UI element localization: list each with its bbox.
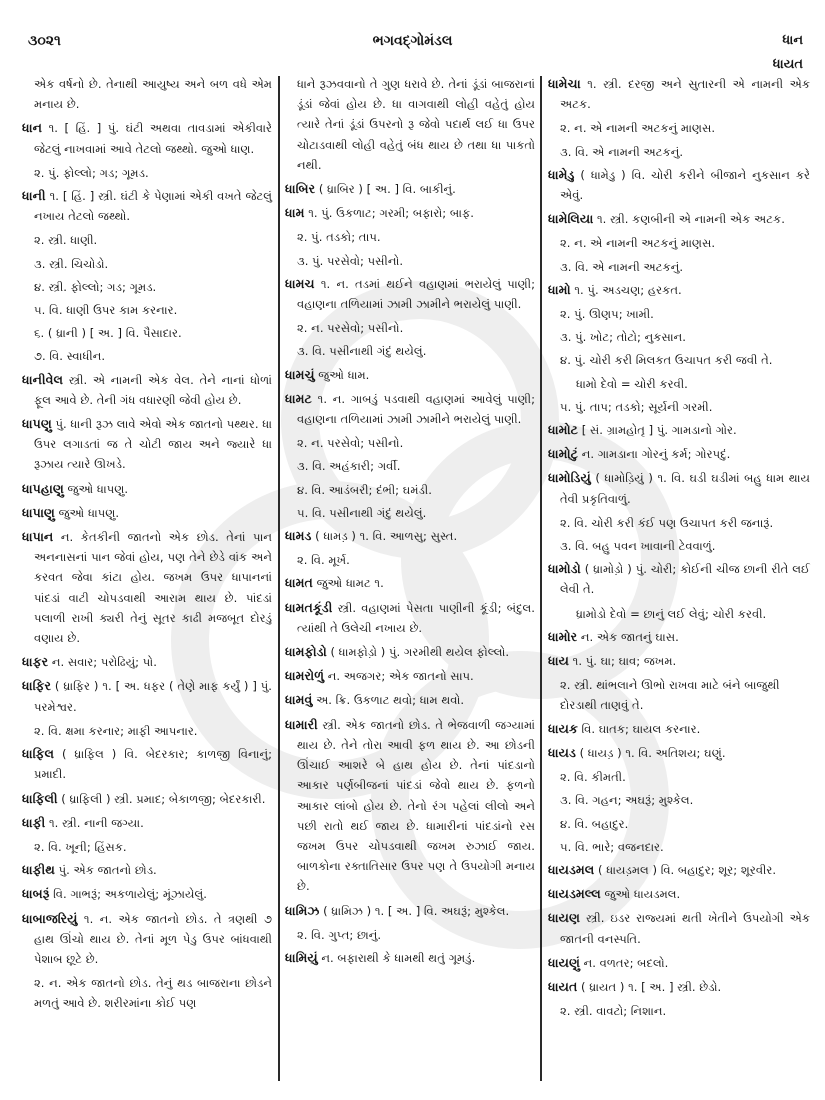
headword: ધાપાણુ — [22, 504, 55, 520]
definition: ન. કેતકીની જાતનો એક છોડ. તેનાં પાન અનનાસનાં પાન જેવાં હોય, પણ તેને છેડે વાંક અને કરવત જેવા કાંટા હોય. જખમ ઉપર ધાપાનનાં પાંદડાં વાટી ચોપડવાથી આરામ થાય છે. પાંદડાં પલાળી રાખી ક્યરી તેનું સૂતર કાઢી મજબૂત દોરડું વણાય છે. — [34, 530, 272, 646]
sense-definition: ૨. વિ. ક્ષમા કરનાર; માફી આપનાર. — [34, 723, 198, 738]
definition: ૧. સ્ત્રી. નાની જગ્યા. — [48, 815, 144, 830]
dictionary-entry — [285, 948, 535, 968]
headword: ધાફિલ — [22, 746, 55, 762]
dictionary-entry — [548, 719, 810, 739]
dictionary-entry — [285, 715, 535, 897]
dictionary-entry — [548, 468, 810, 508]
column-divider — [540, 76, 542, 1081]
definition: ન. સવાર; પરોઢિયું; પો. — [51, 655, 157, 670]
sense-definition: ૨. વિ. મૂર્ખ. — [297, 553, 350, 568]
dictionary-entry — [285, 274, 535, 314]
headword: ધામિઝ — [285, 902, 320, 918]
sense-definition: ૩. વિ. એ નામની અટકનું. — [560, 259, 684, 274]
definition: જુઓ ધામ. — [318, 367, 370, 382]
dictionary-entry — [285, 179, 535, 199]
headword: ધાયત — [548, 978, 578, 994]
sense-definition: ૨. વિ. ખૂની; હિંસક. — [34, 839, 127, 854]
headword: ધાયણું — [548, 954, 580, 970]
headword: ધામોડો — [548, 561, 581, 577]
sense-definition: ૪. વિ. બહાદુર. — [560, 816, 629, 831]
dictionary-entry — [22, 676, 272, 716]
dictionary-entry — [548, 280, 810, 300]
headword: ધાયડમલ — [548, 861, 595, 877]
dictionary-entry — [22, 860, 272, 880]
definition: જુઓ ધાયડમલ. — [604, 887, 681, 902]
dictionary-entry — [22, 789, 272, 809]
headword: ધામડ — [285, 528, 312, 544]
definition: ૧. ન. ગાબડું પડવાથી વહાણમાં આવેલું પાણી; વહાણના તળિયામાં ઝામી ઝામીને ભરાયેલું પાણી. — [297, 391, 535, 427]
dictionary-entry — [548, 651, 810, 671]
sense-definition: ૪. વિ. આડંબરી; દંભી; ઘમંડી. — [297, 482, 432, 497]
headword: ધાય — [548, 653, 569, 669]
headword: ધામેલિયા — [548, 211, 594, 227]
dictionary-entry — [548, 420, 810, 440]
sense-definition: ૬. ( ધ્રાની ) [ અ. ] વિ. પૈસાદાર. — [34, 326, 182, 341]
headword: ધામોડિયું — [548, 470, 591, 486]
headword: ધાયણ — [548, 910, 580, 926]
definition: પું. ધાની રૂઝ લાવે એવો એક જાતનો પથ્થર. ધા ઉપર લગાડતાં જ તે ચોટી જાય અને જ્યારે ધા રૂઝાય ત્યારે ઊખડે. — [34, 417, 273, 472]
sense-definition: ૨. સ્ત્રી. ધાણી. — [34, 233, 98, 248]
dictionary-entry — [285, 901, 535, 921]
continued-text: ધાને રૂઝવવાનો તે ગુણ ધરાવે છે. તેનાં ડૂંડાં બાજરાનાં ડૂંડાં જેવાં હોય છે. ધા વાગવાથી લોહી વહેતું હોય ત્યારે તેનાં ડૂંડાં ઉપરનો રૂ જેવો પદાર્થ લઈ ધા ઉપર ચોટાડવાથી લોહી વહેતું બંધ થાય છે તથા ધા પાકતો નથી. — [297, 77, 535, 172]
sense-definition: ૭. વિ. સ્વાધીન. — [34, 349, 106, 364]
dictionary-entry — [285, 598, 535, 638]
headword: ધામેડુ — [548, 166, 575, 182]
sense-definition: ૨. પું. ફોલ્લો; ગડ; ગૂમડ. — [34, 165, 149, 180]
definition: ( ધ્રાફિર ) ૧. [ અ. ધફર ( તેણે માફ કર્યું ) ] પું. પરમેશ્વર. — [34, 679, 272, 714]
definition: ૧. પું. ઉકળાટ; ગરમી; બફારો; બાફ. — [308, 206, 474, 221]
guide-word-first: ધાન — [782, 33, 803, 48]
headword: ધામારી — [285, 716, 318, 732]
definition: પું. એક જાતનો છોડ. — [58, 863, 157, 878]
dictionary-entry — [548, 559, 810, 599]
dictionary-column-1 — [22, 74, 272, 1018]
definition: ( ધાયડ઼ ) ૧. વિ. અતિશય; ઘણું. — [579, 745, 726, 760]
dictionary-entry — [285, 389, 535, 429]
sense-definition: ૫. વિ. ભારે; વજનદાર. — [560, 839, 664, 854]
dictionary-entry — [22, 414, 272, 475]
definition: ( ધ્રામિઝ ) ૧. [ અ. ] વિ. અઘરૂં; મુશ્કેલ. — [323, 903, 510, 918]
sense-definition: ૩. સ્ત્રી. ચિચોડો. — [34, 256, 109, 271]
headword: ધામટ — [285, 390, 312, 406]
headword: ધામવું — [285, 692, 313, 708]
dictionary-entry — [285, 203, 535, 223]
headword: ધામિયું — [285, 949, 318, 965]
headword: ધામતકૂંડી — [285, 599, 333, 615]
headword: ધાબાજરિયું — [22, 910, 78, 926]
dictionary-entry — [285, 642, 535, 662]
definition: ન. એક જાતનું ઘાસ. — [580, 629, 679, 644]
dictionary-entry — [548, 953, 810, 973]
sense-definition: ૫. પું. તાપ; તડકો; સૂર્યની ગરમી. — [560, 399, 713, 414]
headword: ધાપહાણુ — [22, 480, 64, 496]
sense-definition: ૩. વિ. બહુ પવન ખાવાની ટેવવાળું. — [560, 539, 716, 554]
dictionary-entry — [22, 186, 272, 226]
sense-definition: ૨. સ્ત્રી. થાંભલાને ઊભો રાખવા માટે બંને બાજુથી દોરડાથી તાણવું તે. — [560, 678, 780, 713]
sense-definition: ૪. પું. ચોરી કરી મિલકત ઉચાપત કરી જવી તે. — [560, 353, 773, 368]
definition: સ્ત્રી. એક જાતનો છોડ. તે ભેજવાળી જગ્યામાં થાય છે. તેને તોરા આવી ફળ થાય છે. આ છોડની ઊંચાઈ આશરે બે હાથ હોય છે. તેનાં પાંદડાનો આકાર પર્ણબીજનાં પાંદડાં જેવો થાય છે. ફળનો આકાર લાંબો હોય છે. તેનો રંગ પહેલાં લીલો અને પછી રાતો થઈ જાય છે. ધામારીનાં પાંદડાંનો રસ જખમ ઉપર ચોપડવાથી જખમ રુઝાઈ જાય. બાળકોના રક્તાતિસાર ઉપર પણ તે ઉપયોગી મનાય છે. — [297, 717, 536, 894]
definition: જુઓ ધાપણુ. — [67, 481, 129, 496]
definition: ( ધ્રામોડ઼ો ) પું. ચોરી; કોઈની ચીજ છાની રીતે લઈ લેવી તે. — [560, 562, 810, 597]
headword: ધામોટ — [548, 422, 579, 438]
headword: ધામેચા — [548, 76, 581, 91]
headword: ધાબરૂં — [22, 886, 50, 902]
definition: [ સં. ગ્રામહોતૃ ] પું. ગામડાનો ગોર. — [581, 423, 737, 438]
definition: ન. અજગર; એક જાતનો સાપ. — [327, 669, 474, 684]
book-title: ભગવદ્ગોમંડલ — [372, 33, 453, 49]
dictionary-entry — [22, 527, 272, 648]
sense-definition: ૫. વિ. પસીનાથી ગંદું થયેલું. — [297, 505, 427, 520]
definition: ન. ગામડાના ગોરનું કર્મ; ગોરપદું. — [581, 447, 731, 462]
sense-definition: ૨. ન. પરસેવો; પસીનો. — [297, 436, 404, 451]
headword: ધાયક — [548, 720, 578, 736]
dictionary-entry — [22, 652, 272, 672]
definition: સ્ત્રી. એ નામની એક વેલ. તેને નાનાં ધોળાં ફૂલ આવે છે. તેની ગંધ વધારણી જેવી હોય છે. — [34, 372, 272, 407]
headword: ધામોર — [548, 628, 578, 644]
dictionary-entry — [548, 165, 810, 205]
sense-definition: ૨. પું. તડકો; તાપ. — [297, 230, 381, 245]
headword: ધાફી — [22, 814, 46, 830]
dictionary-entry — [22, 118, 272, 158]
sense-definition: ૩. વિ. એ નામની અટકનું. — [560, 144, 684, 159]
sense-definition: ૨. ન. પરસેવો; પસીનો. — [297, 321, 404, 336]
sense-definition: ૨. વિ. ચોરી કરી કંઈ પણ ઉચાપત કરી જનારૂં. — [560, 515, 774, 530]
definition: ( ધ્રાબિર ) [ અ. ] વિ. બાકીનું. — [318, 182, 456, 197]
definition: ( ધ્રાયત ) ૧. [ અ. ] સ્ત્રી. છેડો. — [581, 979, 722, 994]
dictionary-entry — [22, 884, 272, 904]
sense-definition: ૨. સ્ત્રી. વાવટો; નિશાન. — [560, 1004, 667, 1019]
definition: ( ધ્રાફિલી ) સ્ત્રી. પ્રમાદ; બેકાળજી; બેદરકારી. — [61, 791, 266, 806]
continued-text: એક વર્ષનો છે. તેનાથી આયુષ્ય અને બળ વધે એમ મનાય છે. — [34, 77, 272, 112]
dictionary-entry — [22, 479, 272, 499]
headword: ધામોટું — [548, 446, 579, 462]
dictionary-entry — [22, 370, 272, 410]
definition: ( ધામેડ઼ુ ) વિ. ચોરી કરીને બીજાને નુકસાન કરે એવું. — [560, 167, 811, 203]
definition: સ્ત્રી. ઇડર રાજ્યમાં થતી ખેતીને ઉપયોગી એક જાતની વનસ્પતિ. — [560, 911, 810, 946]
definition: સ્ત્રી. વહાણમાં પેસતા પાણીની કૂંડી; બંદુલ. ત્યાંથી તે ઉલેચી નખાય છે. — [297, 600, 535, 635]
definition: ૧. [ હિં. ] સ્ત્રી. ઘંટી કે પેણામાં એકી વખતે જેટલું નખાય તેટલો જથ્થો. — [34, 189, 273, 224]
headword: ધામરોળું — [285, 668, 325, 684]
sense-definition: ૩. વિ. પસીનાથી ગંદું થયેલું. — [297, 344, 427, 359]
definition: ૧. [ હિં. ] પું. ઘંટી અથવા તાવડામાં એકીવારે જેટલું નાખવામાં આવે તેટલો જથ્થો. જુઓ ધાણ. — [34, 121, 272, 156]
dictionary-entry — [548, 444, 810, 464]
sense-definition: ૩. વિ. અહંકારી; ગર્વી. — [297, 459, 401, 474]
headword: ધાપાન — [22, 529, 54, 545]
definition: ( ધામફોડ઼ો ) પું. ગરમીથી થયેલ ફોલ્લો. — [330, 645, 510, 660]
headword: ધામફોડો — [285, 644, 327, 660]
page-number: ૩૦૨૧ — [28, 33, 61, 49]
definition: ૧. સ્ત્રી. દરજી અને સુતારની એ નામની એક અટક. — [560, 77, 811, 112]
dictionary-column-2 — [285, 74, 535, 972]
headword: ધાયડ — [548, 744, 576, 760]
definition: ૧. પું. અડચણ; હરકત. — [574, 282, 682, 297]
dictionary-entry — [22, 909, 272, 970]
dictionary-column-3 — [548, 74, 810, 1024]
headword: ધામત — [285, 575, 313, 591]
dictionary-entry — [548, 74, 810, 114]
headword: ધામો — [548, 281, 571, 297]
sense-definition: ૩. પું. ખોટ; તોટો; નુકસાન. — [560, 330, 686, 345]
usage-example: ધામો દેવો = ચોરી કરવી. — [576, 376, 688, 391]
sense-definition: ૫. વિ. ધાણી ઉપર કામ કરનાર. — [34, 303, 178, 318]
definition: વિ. ઘાતક; ઘાયલ કરનાર. — [581, 721, 701, 736]
dictionary-entry — [548, 884, 810, 904]
definition: ૧. ન. એક જાતનો છોડ. તે ત્રણથી ૭ હાથ ઊંચો થાય છે. તેનાં મૂળ પેડુ ઉપર બાંધવાથી પેશાબ છૂટે છે. — [34, 911, 273, 966]
headword: ધામચું — [285, 366, 315, 382]
headword: ધાફર — [22, 654, 49, 670]
sense-definition: ૩. પું. પરસેવો; પસીનો. — [297, 253, 404, 268]
sense-definition: ૨. ન. એ નામની અટકનું માણસ. — [560, 236, 716, 251]
definition: વિ. ગાભરૂં; અકળાયેલું; મૂંઝાયેલું. — [53, 887, 207, 902]
dictionary-entry — [22, 813, 272, 833]
dictionary-entry — [548, 860, 810, 880]
column-divider — [278, 76, 280, 1081]
headword: ધાયડમલ્લ — [548, 886, 601, 902]
headword: ધાન — [22, 120, 43, 136]
definition: ન. બફારાથી કે ધામથી થતું ગૂમડું. — [321, 950, 476, 965]
definition: ૧. ન. તડમાં થઈને વહાણમાં ભરાયેલું પાણી; વહાણના તળિયામાં ઝામી ઝામીને ભરાયેલું પાણી. — [297, 276, 535, 312]
definition: ( ધ્રાફિલ ) વિ. બેદરકાર; કાળજી વિનાનું; પ્રમાદી. — [34, 747, 272, 782]
page-header — [0, 0, 825, 70]
headword: ધામ — [285, 205, 305, 221]
definition: જુઓ ધાપણુ. — [58, 505, 120, 520]
dictionary-entry — [22, 744, 272, 784]
headword: ધાની — [22, 188, 46, 204]
dictionary-entry — [548, 627, 810, 647]
sense-definition: ૨. ન. એ નામની અટકનું માણસ. — [560, 121, 716, 136]
sense-definition: ૨. પું. ઊણપ; ખામી. — [560, 307, 654, 322]
guide-word-last: ધાયત — [772, 57, 803, 72]
sense-definition: ૪. સ્ત્રી. ફોલ્લો; ગડ; ગૂમડ. — [34, 279, 157, 294]
dictionary-entry — [548, 977, 810, 997]
headword: ધાનીવેલ — [22, 371, 63, 387]
sense-definition: ૨. વિ. કીમતી. — [560, 770, 626, 785]
dictionary-entry — [548, 209, 810, 229]
headword: ધાફીથ — [22, 862, 55, 878]
definition: અ. ક્રિ. ઉકળાટ થવો; ધામ થવો. — [316, 693, 465, 708]
definition: ૧. પું. ઘા; ઘાવ; જખમ. — [572, 654, 677, 669]
headword: ધાફિર — [22, 678, 51, 694]
usage-example: ધ્રામોડો દેવો = છાનું લઈ લેવું; ચોરી કરવી. — [576, 606, 767, 621]
dictionary-entry — [548, 908, 810, 948]
dictionary-entry — [285, 690, 535, 710]
definition: ૧. સ્ત્રી. કણબીની એ નામની એક અટક. — [597, 212, 785, 227]
dictionary-entry — [548, 743, 810, 763]
headword: ધાફિલી — [22, 790, 58, 806]
sense-definition: ૨. વિ. ગુપ્ત; છાનું. — [297, 927, 382, 942]
dictionary-entry — [285, 365, 535, 385]
headword: ધાબિર — [285, 181, 316, 197]
definition: જુઓ ધામટ ૧. — [316, 576, 384, 591]
definition: ન. વળતર; બદલો. — [583, 955, 669, 970]
headword: ધામચ — [285, 275, 315, 291]
definition: ( ધામડ઼ ) ૧. વિ. આળસુ; સુસ્ત. — [315, 529, 458, 544]
continued-text: ૨. ન. એક જાતનો છોડ. તેનું થડ બાજરાના છોડને મળતું આવે છે. શરીરમાંના કોઈ પણ — [34, 976, 272, 1011]
dictionary-entry — [285, 526, 535, 546]
dictionary-entry — [285, 573, 535, 593]
sense-definition: ૩. વિ. ગહન; અઘરૂં; મુશ્કેલ. — [560, 793, 694, 808]
dictionary-entry — [22, 503, 272, 523]
dictionary-entry — [285, 666, 535, 686]
definition: ( ધામોડ઼િયું ) ૧. વિ. ઘડી ઘડીમાં બહુ ધામ થાય તેવી પ્રકૃતિવાળું. — [560, 471, 811, 506]
headword: ધાપણુ — [22, 416, 52, 432]
definition: ( ધાયડ઼મલ ) વિ. બહાદુર; શૂર; શૂરવીર. — [597, 862, 777, 877]
